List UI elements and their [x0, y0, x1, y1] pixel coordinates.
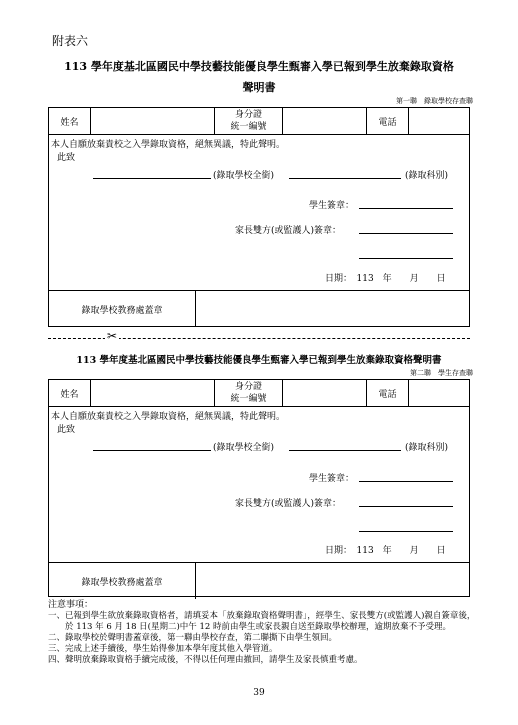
to-text: 此致	[57, 153, 76, 163]
id-field[interactable]	[283, 380, 367, 406]
seal-label: 錄取學校教務處蓋章	[49, 291, 196, 327]
note-number: 二、	[48, 633, 66, 643]
header-row	[49, 380, 469, 407]
id-label	[215, 380, 283, 406]
student-sign-line[interactable]	[359, 208, 453, 209]
note-text: 聲明放棄錄取資格手續完成後，不得以任何理由撤回，請學生及家長慎重考慮。	[65, 655, 363, 665]
id-label-line-1: 身分證	[234, 382, 262, 392]
note-text: 已報到學生欲放棄錄取資格者，請填妥本「放棄錄取資格聲明書」，經學生、家長雙方(或監護人)親自簽章後，於 113 年 6 月 18 日(星期二)中午 12 時前由學生或家長親自送至錄取學校辦理，逾期放棄不予受理。	[65, 611, 476, 632]
note-text: 完成上述手續後，學生始得參加本學年度其他入學管道。	[65, 644, 278, 654]
phone-field[interactable]	[409, 380, 469, 406]
title-line-1: 113 學年度基北區國民中學技藝技能優良學生甄審入學已報到學生放棄錄取資格	[64, 60, 454, 73]
date-text: 日期： 113 年 月 日	[325, 274, 446, 284]
statement-text: 本人自願放棄貴校之入學錄取資格，絕無異議，特此聲明。	[51, 412, 286, 422]
phone-field[interactable]	[409, 108, 469, 134]
statement-text: 本人自願放棄貴校之入學錄取資格，絕無異議，特此聲明。	[51, 140, 286, 150]
dept-line[interactable]	[289, 178, 401, 179]
dept-line[interactable]	[289, 450, 401, 451]
name-label: 姓名	[49, 380, 91, 406]
name-field[interactable]	[91, 380, 215, 406]
seal-row	[49, 562, 469, 599]
parent-sign-label: 家長雙方(或監護人)簽章：	[235, 499, 342, 509]
to-text: 此致	[57, 425, 76, 435]
note-number: 一、	[48, 611, 66, 621]
parent-sign-line-1[interactable]	[359, 233, 453, 234]
note-item	[48, 633, 478, 644]
school-line[interactable]	[93, 178, 211, 179]
title-form-2: 113 學年度基北區國民中學技藝技能優良學生甄審入學已報到學生放棄錄取資格聲明書	[76, 355, 442, 366]
copy-label-2: 第二聯 學生存查聯	[410, 369, 473, 377]
form-copy-2	[48, 379, 470, 597]
seal-row	[49, 290, 469, 327]
id-label-line-2: 統一編號	[230, 394, 267, 404]
school-line[interactable]	[93, 450, 211, 451]
name-label: 姓名	[49, 108, 91, 134]
parent-sign-label: 家長雙方(或監護人)簽章：	[235, 226, 342, 236]
name-field[interactable]	[91, 108, 215, 134]
dept-label: (錄取科別)	[405, 443, 449, 453]
dept-label: (錄取科別)	[405, 171, 449, 181]
parent-sign-line-1[interactable]	[359, 506, 453, 507]
seal-label: 錄取學校教務處蓋章	[49, 563, 196, 599]
scissors-icon: ✂	[107, 329, 118, 343]
header-row	[49, 108, 469, 135]
note-item	[48, 644, 478, 655]
id-label	[215, 108, 283, 134]
parent-sign-line-2[interactable]	[359, 531, 453, 532]
date-text: 日期： 113 年 月 日	[325, 546, 446, 556]
note-text: 錄取學校於聲明書蓋章後，第一聯由學校存查，第二聯撕下由學生領回。	[65, 633, 338, 643]
note-number: 四、	[48, 655, 66, 665]
phone-label: 電話	[367, 108, 409, 134]
notes-section	[48, 600, 478, 666]
note-item	[48, 655, 478, 666]
id-field[interactable]	[283, 108, 367, 134]
page-number: 39	[253, 688, 265, 698]
note-item	[48, 611, 478, 633]
id-label-line-1: 身分證	[234, 110, 262, 120]
phone-label: 電話	[367, 380, 409, 406]
notes-heading: 注意事項：	[48, 600, 94, 610]
school-label: (錄取學校全銜)	[213, 443, 275, 453]
copy-label-1: 第一聯 錄取學校存查聯	[396, 97, 473, 105]
school-label: (錄取學校全銜)	[213, 171, 275, 181]
student-sign-line[interactable]	[359, 481, 453, 482]
student-sign-label: 學生簽章：	[309, 474, 355, 484]
attachment-label: 附表六	[52, 34, 89, 48]
form-copy-1	[48, 107, 470, 327]
note-number: 三、	[48, 644, 66, 654]
student-sign-label: 學生簽章：	[309, 201, 355, 211]
parent-sign-line-2[interactable]	[359, 258, 453, 259]
title-line-2: 聲明書	[242, 81, 276, 94]
id-label-line-2: 統一編號	[230, 122, 267, 132]
